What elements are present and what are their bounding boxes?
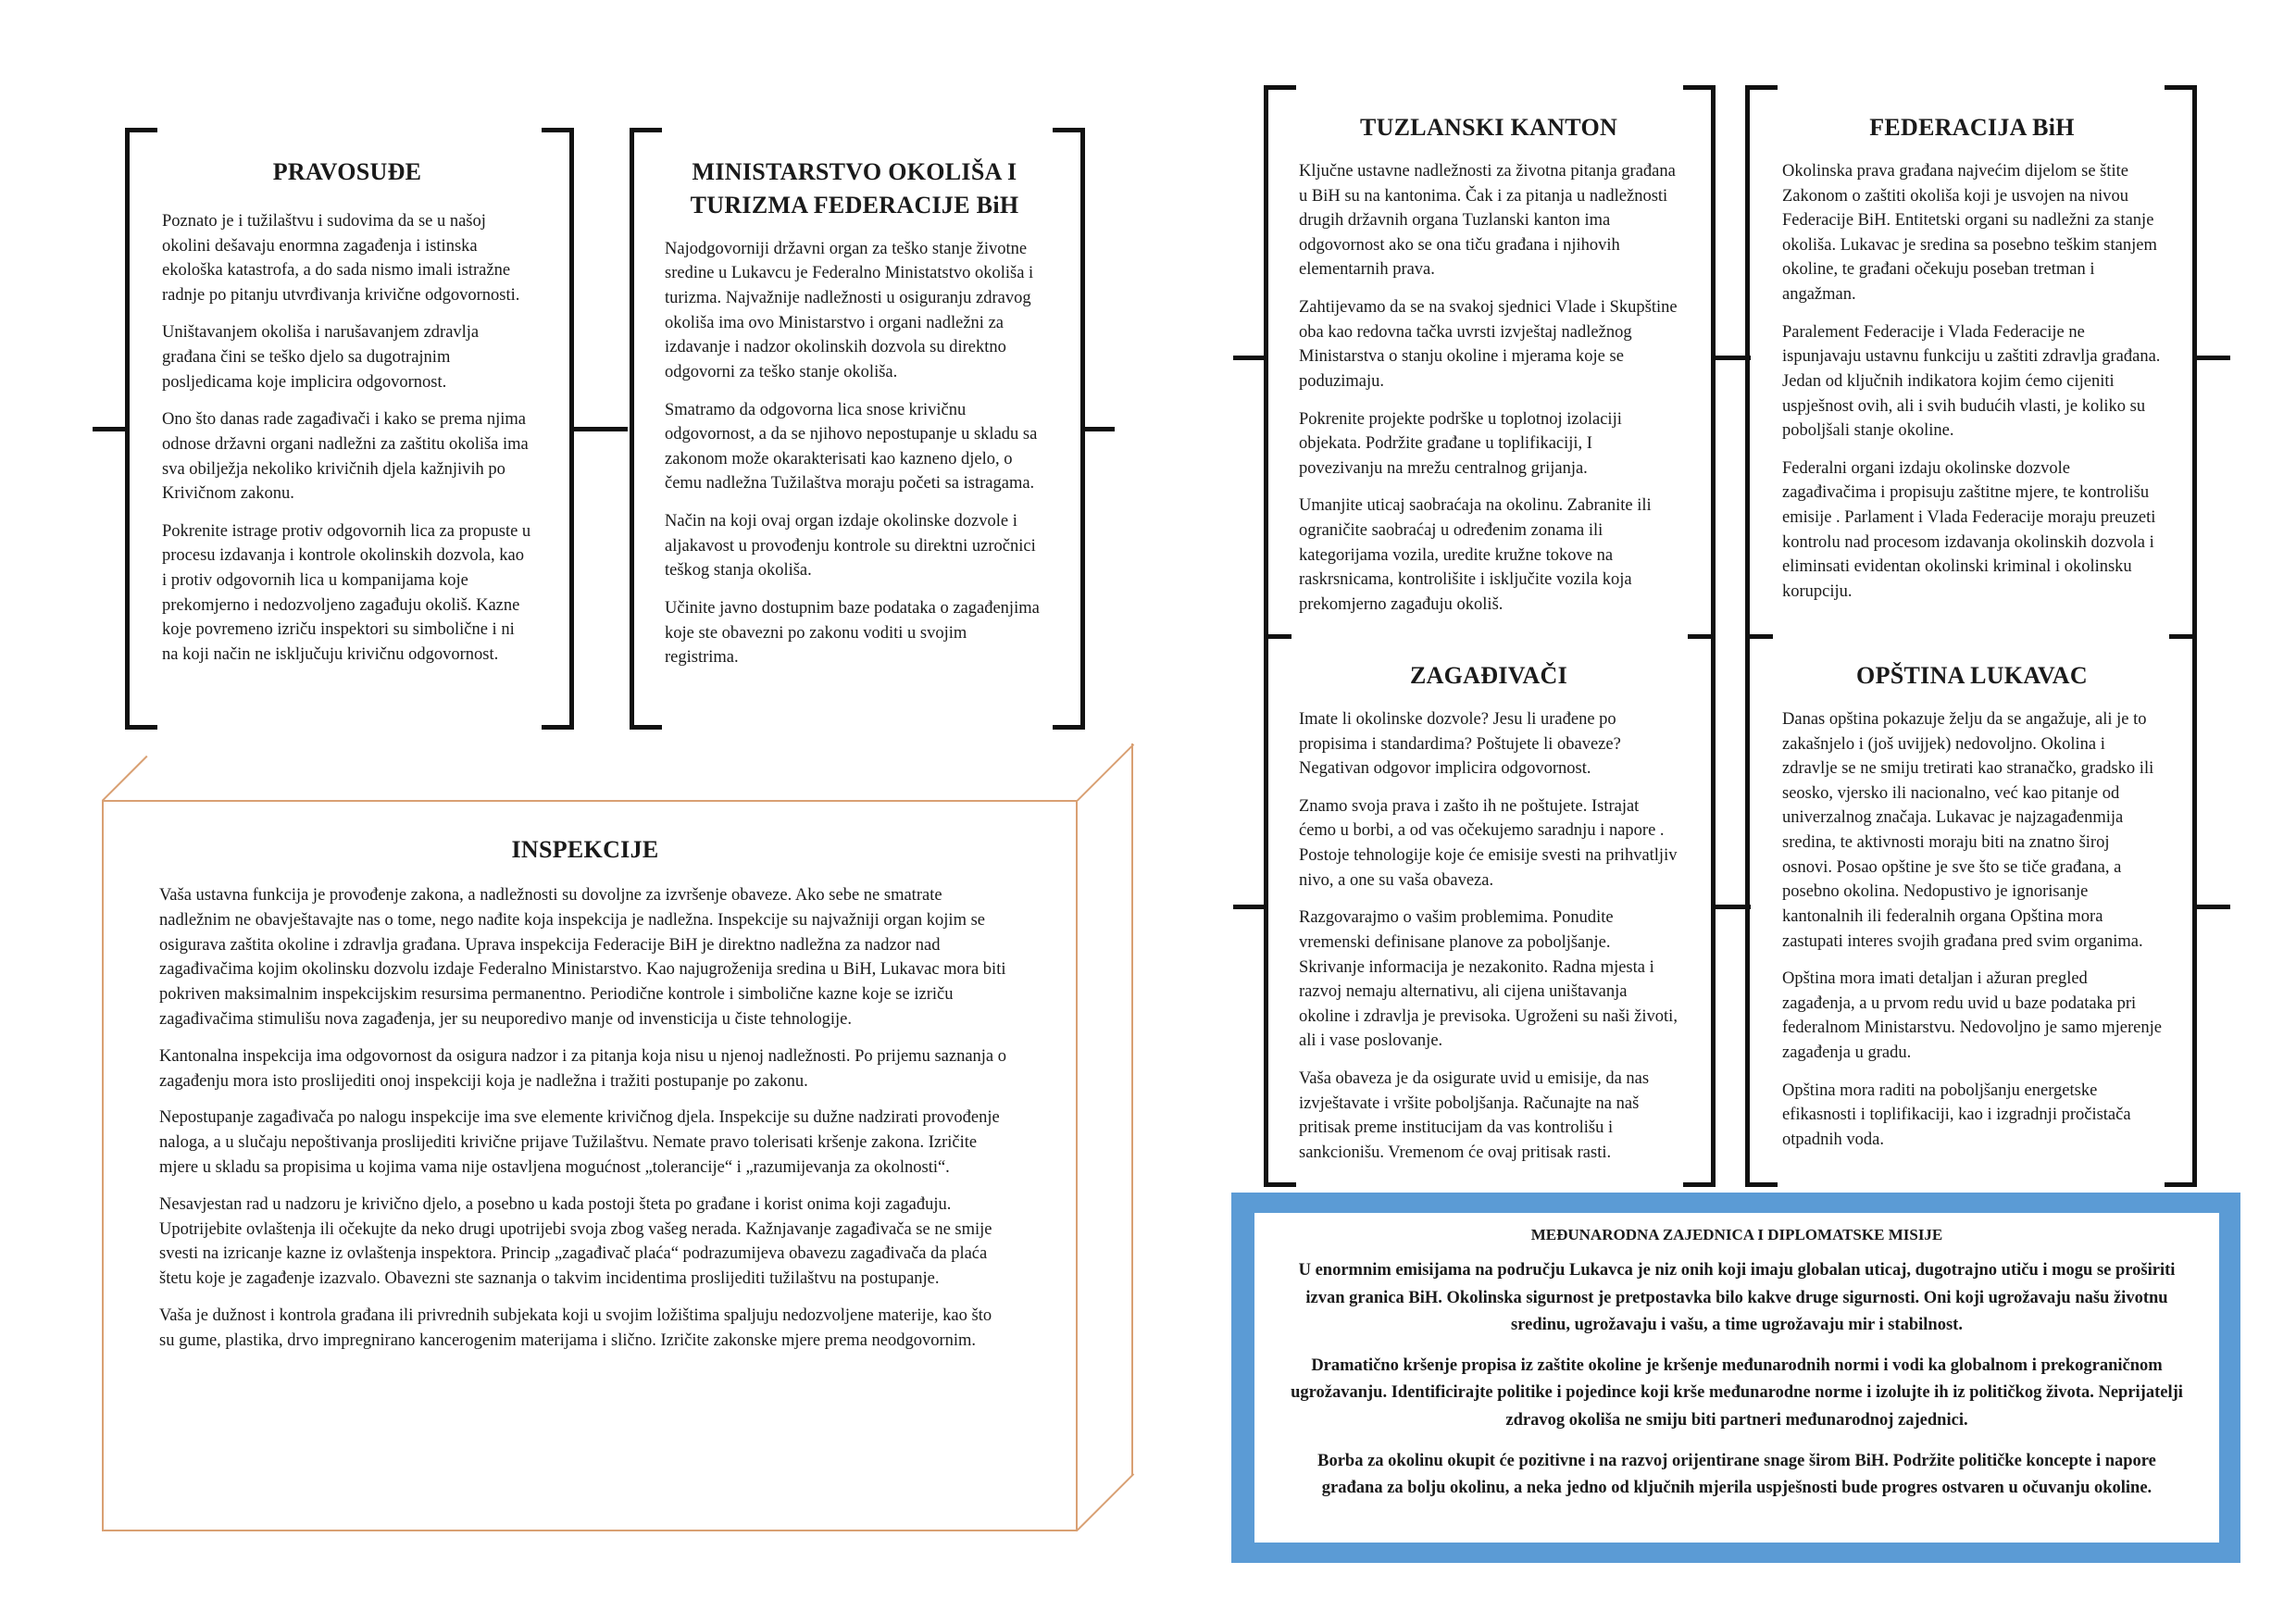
paragraph: Nesavjestan rad u nadzoru je krivično djelo, a posebno u kada postoji šteta po građane i korist onima koji zagađuju. Upotrijebite ovlaštenja ili očekujte da neko drugi upotrijebi svoja zbog vašeg nerada. Kažnjavanje zagađivača se ne smije svesti na izricanje kazne iz ovlaštenja inspektora. Princip „zagađivač plaća“ podrazumijeva obavezu zagađivača da plaća štetu koje je zagađenje izazvalo. Obavezni ste saznanja o takvim incidentima proslijediti tužilaštvu na postupanje. xyxy=(159,1194,992,1289)
connector-tick xyxy=(1083,427,1115,431)
tuzlanski-body xyxy=(1299,159,1678,618)
inspekcije-title: INSPEKCIJE xyxy=(511,836,659,863)
paragraph: Kantonalna inspekcija ima odgovornost da osigura nadzor i za pitanja koja nisu u njenoj nadležnosti. Po prijemu saznanja o zagađenju mora isto proslijediti onoj inspekciji koja je nadležna i tražiti postupanje po zakonu. xyxy=(159,1046,1007,1091)
paragraph: Danas opština pokazuje želju da se angažuje, ali je to zakašnjelo i (još uvijjek) nedovoljno. Okolina i zdravlje se ne smiju tretirati kao stranačko, gradsko ili seosko, vjersko ili nacionalno, već kao pitanje od univerzalnog značaja. Lukavac je najzagađenmija sredina, te aktivnosti moraju biti na znatno široj osnovi. Posao opštine je sve što se tiče građana, a posebno okolina. Nedopustivo je ignorisanje kantonalnih ili federalnih organa Opština mora zastupati interes svojih građana pred svim organima. xyxy=(1782,709,2154,951)
paragraph: Ključne ustavne nadležnosti za životna pitanja građana u BiH su na kantonima. Čak i za pitanja u nadležnosti drugih državnih organa Tuzlanski kanton ima odgovornost ako se ona tiču građana i njihovih elementarnih prava. xyxy=(1299,161,1676,280)
paragraph: Vaša obaveza je da osigurate uvid u emisije, da nas izvještavate i vršite poboljšanja. Računajte na naš pritisak preme institucijam da vas kontrolišu i sankcionišu. Vremenom će ovaj pritisak rasti. xyxy=(1299,1069,1650,1162)
paragraph: Zahtijevamo da se na svakoj sjednici Vlade i Skupštine oba kao redovna tačka uvrsti izvještaj nadležnog Ministarstva o stanju okoline i mjerama koje se poduzimaju. xyxy=(1299,298,1678,391)
paragraph: Borba za okolinu okupit će pozitivne i na razvoj orijentirane snage širom BiH. Podržite političke koncepte i napore građana za bolju okolinu, a neka jedno od ključnih mjerila uspješnosti bude progres ostvaren u očuvanju okoline. xyxy=(1317,1451,2156,1498)
box-edge xyxy=(1131,743,1133,1475)
inspekcije-content xyxy=(159,833,1011,1366)
paragraph: Imate li okolinske dozvole? Jesu li urađene po propisima i standardima? Poštujete li obaveze? Negativan odgovor implicira odgovornost. xyxy=(1299,709,1621,779)
bracket-right xyxy=(1053,128,1085,730)
paragraph: Umanjite uticaj saobraćaja na okolinu. Zabranite ili ograničite saobraćaj u određenim zonama ili kategorijama vozila, uredite kružne tokove na raskrsnicama, kontrolišite i isključite vozila koja prekomjerno zagađuju okoliš. xyxy=(1299,496,1652,614)
paragraph: Smatramo da odgovorna lica snose krivičnu odgovornost, a da se njihovo nepostupanje u skladu sa zakonom može okarakterisati kao kazneno djelo, o čemu nadležna Tužilaštva moraju početi sa istragama. xyxy=(665,400,1038,493)
opstina-title: OPŠTINA LUKAVAC xyxy=(1856,662,2088,689)
paragraph: Paralement Federacije i Vlada Federacije ne ispunjavaju ustavnu funkciju u zaštiti zdravlja građana. Jedan od ključnih indikatora kojim ćemo cijeniti uspješnost ovih, ali i svih budućih vlasti, je koliko su poboljšali stanje okoline. xyxy=(1782,322,2161,441)
opstina-content xyxy=(1782,659,2162,1166)
paragraph: Nepostupanje zagađivača po nalogu inspekcije ima sve elemente krivičnog djela. Inspekcije su dužne nadzirati provođenje naloga, a u slučaju nepoštivanja proslijediti krivične prijave Tužilaštvu. Nemate pravo tolerisati kršenje zakona. Izričite mjere u skladu sa propisima u kojima vama nije ostavljena mogućnost „tolerancije“ i „razumijevanja za okolnosti“. xyxy=(159,1108,1000,1177)
paragraph: Uništavanjem okoliša i narušavanjem zdravlja građana čini se teško djelo sa dugotrajnim posljedicama koje implicira odgovornost. xyxy=(162,323,480,392)
zagadjivaci-body xyxy=(1299,707,1678,1166)
title-line: TURIZMA FEDERACIJE BiH xyxy=(690,191,1019,219)
connector-tick xyxy=(1233,905,1266,909)
connector-tick xyxy=(2195,905,2230,909)
paragraph: Federalni organi izdaju okolinske dozvole zagađivačima i propisuju zaštitne mjere, te kontrolišu emisije . Parlament i Vlada Federacije moraju preuzeti kontrolu nad procesom izdavanja okolinskih dozvola i eliminsati evidentan okolinski kriminal i okolinsku korupciju. xyxy=(1782,458,2156,601)
connector-tick xyxy=(1233,356,1266,360)
paragraph: Vaša ustavna funkcija je provođenje zakona, a nadležnosti su dovoljne za izvršenje obaveze. Ako sebe ne smatrate nadležnim ne obavještavajte nas o tome, nego nađite koja inspekcija je nadležna. Inspekcije su najvažniji organ kojim se osigurava zaštita okoline i zdravlja građana. Uprava inspekcija Federacije BiH je direktno nadležna za nadzor nad zagađivačima kojim okolinsku dozvolu izdaje Federalno Ministarstvo. Kao najugroženija sredina u BiH, Lukavac mora biti pokriven maksimalnim inspekcijskim resursima permanentno. Periodične kontrole i simbolične kazne koje se izriču zagađivačima stimulišu nova zagađenja, jer su neuporedivo manje od invensticija u čiste tehnologije. xyxy=(159,885,1006,1029)
opstina-body xyxy=(1782,707,2162,1153)
paragraph: Opština mora imati detaljan i ažuran pregled zagađenja, a u prvom redu uvid u baze podataka pri federalnom Ministarstvu. Nedovoljno je samo mjerenje zagađenja u gradu. xyxy=(1782,969,2162,1062)
paragraph: Dramatično kršenje propisa iz zaštite okoline je kršenje međunarodnih normi i vodi ka globalnom i prekograničnom ugrožavanju. Identificirajte politike i pojedince koji krše međunarodne norme i izolujte ih iz političkog života. Neprijatelji zdravog okoliša ne smiju biti partneri međunarodnoj zajednici. xyxy=(1291,1355,2183,1430)
ministarstvo-content xyxy=(665,156,1044,683)
paragraph: Najodgovorniji državni organ za teško stanje životne sredine u Lukavcu je Federalno Ministatstvo okoliša i turizma. Najvažnije nadležnosti u osiguranju zdravog okoliša ima ovo Ministarstvo i organi nadležni za izdavanje i nadzor okolinskih dozvola su direktno odgovorni za teško stanje okoliša. xyxy=(665,239,1034,381)
zagadjivaci-title: ZAGAĐIVAČI xyxy=(1409,662,1568,689)
paragraph: Pokrenite istrage protiv odgovornih lica za propuste u procesu izdavanja i kontrole okolinskih dozvola, kao i protiv odgovornih lica u kompanijama koje prekomjerno i nedozvoljeno zagađuju okoliš. Kazne koje povremeno izriču inspektori su simbolične i ni na koji način ne isključuju krivičnu odgovornost. xyxy=(162,521,531,664)
paragraph: U enormnim emisijama na području Lukavca je niz onih koji imaju globalan uticaj, dugotrajno utiču i mogu se proširiti izvan granica BiH. Okolinska sigurnost je pretpostavka bilo kakve druge sigurnosti. Oni koji ugrožavaju našu životnu sredinu, ugrožavaju i vašu, a time ugrožavaju mir i stabilnost. xyxy=(1298,1261,2176,1335)
paragraph: Znamo svoja prava i zašto ih ne poštujete. Istrajat ćemo u borbi, a od vas očekujemo saradnju i napore . Postoje tehnologije koje će emisije svesti na prihvatljiv nivo, a one su vaša obaveza. xyxy=(1299,796,1678,890)
paragraph: Učinite javno dostupnim baze podataka o zagađenjima koje ste obavezni po zakonu voditi u svojim registrima. xyxy=(665,598,1040,668)
connector-tick xyxy=(2195,356,2230,360)
paragraph: Razgovarajmo o vašim problemima. Ponudite vremenski definisane planove za poboljšanje. Skrivanje informacija je nezakonito. Radna mjesta i razvoj nemaju alternativu, ali cijena uništavanja okoline i zdravlja je previsoka. Ugroženi su naši životi, ali i vase poslovanje. xyxy=(1299,908,1678,1051)
title-line: MINISTARSTVO OKOLIŠA I xyxy=(692,158,1017,185)
pravosudje-title: PRAVOSUĐE xyxy=(272,158,422,185)
federacija-body xyxy=(1782,159,2162,605)
ministarstvo-body xyxy=(665,237,1044,670)
paragraph: Okolinska prava građana najvećim dijelom se štite Zakonom o zaštiti okoliša koji je usvojen na nivou Federacije BiH. Entitetski organi su nadležni za stanje okoliša. Lukavac je sredina sa posebno teškim stanjem okoline, te građani očekuju poseban tretman i angažman. xyxy=(1782,161,2157,304)
bracket-left xyxy=(125,128,157,730)
bracket-left xyxy=(630,128,662,730)
tuzlanski-content xyxy=(1299,111,1678,631)
box-edge xyxy=(1077,1473,1134,1530)
panel-medjunarodna xyxy=(1254,1213,2219,1543)
divider-tick xyxy=(1688,634,1716,639)
bracket-right xyxy=(542,128,574,730)
connector-tick xyxy=(572,427,628,431)
divider-tick xyxy=(2169,634,2197,639)
federacija-title: FEDERACIJA BiH xyxy=(1869,114,2075,141)
tuzlanski-title: TUZLANSKI KANTON xyxy=(1359,114,1618,141)
divider-tick xyxy=(1745,634,1773,639)
connector-tick xyxy=(93,427,128,431)
ministarstvo-title xyxy=(665,156,1044,222)
federacija-content xyxy=(1782,111,2162,618)
box-edge xyxy=(1077,743,1134,801)
paragraph: Poznato je i tužilaštvu i sudovima da se u našoj okolini dešavaju enormna zagađenja i istinska ekološka katastrofa, a do sada nismo imali istražne radnje po pitanju utvrđivanja krivične odgovornosti. xyxy=(162,211,520,305)
paragraph: Opština mora raditi na poboljšanju energetske efikasnosti i toplifikaciji, kao i izgradnji pročistača otpadnih voda. xyxy=(1782,1081,2131,1149)
pravosudje-content xyxy=(162,156,532,681)
paragraph: Način na koji ovaj organ izdaje okolinske dozvole i aljakavost u provođenju kontrole su direktni uzročnici teškog stanja okoliša. xyxy=(665,512,1036,581)
divider-tick xyxy=(1264,634,1292,639)
medjunarodna-title: MEĐUNARODNA ZAJEDNICA I DIPLOMATSKE MISIJE xyxy=(1530,1226,1943,1243)
paragraph: Pokrenite projekte podrške u toplotnoj izolaciji objekata. Podržite građane u toplifikaciji, I povezivanju na mrežu centralnog grijanja. xyxy=(1299,409,1622,478)
zagadjivaci-content xyxy=(1299,659,1678,1179)
box-edge xyxy=(102,756,147,801)
paragraph: Ono što danas rade zagađivači i kako se prema njima odnose državni organi nadležni za zaštitu okoliša ima sva obilježja nekoliko krivičnih djela kažnjivih po Krivičnom zakonu. xyxy=(162,410,529,504)
pravosudje-body xyxy=(162,209,532,668)
paragraph: Vaša je dužnost i kontrola građana ili privrednih subjekata koji u svojim ložištima spaljuju nedozvoljene materije, kao što su gume, plastika, drvo impregnirano kancerogenim materijama i slično. Izričite zakonske mjere prema neodgovornim. xyxy=(159,1306,992,1350)
